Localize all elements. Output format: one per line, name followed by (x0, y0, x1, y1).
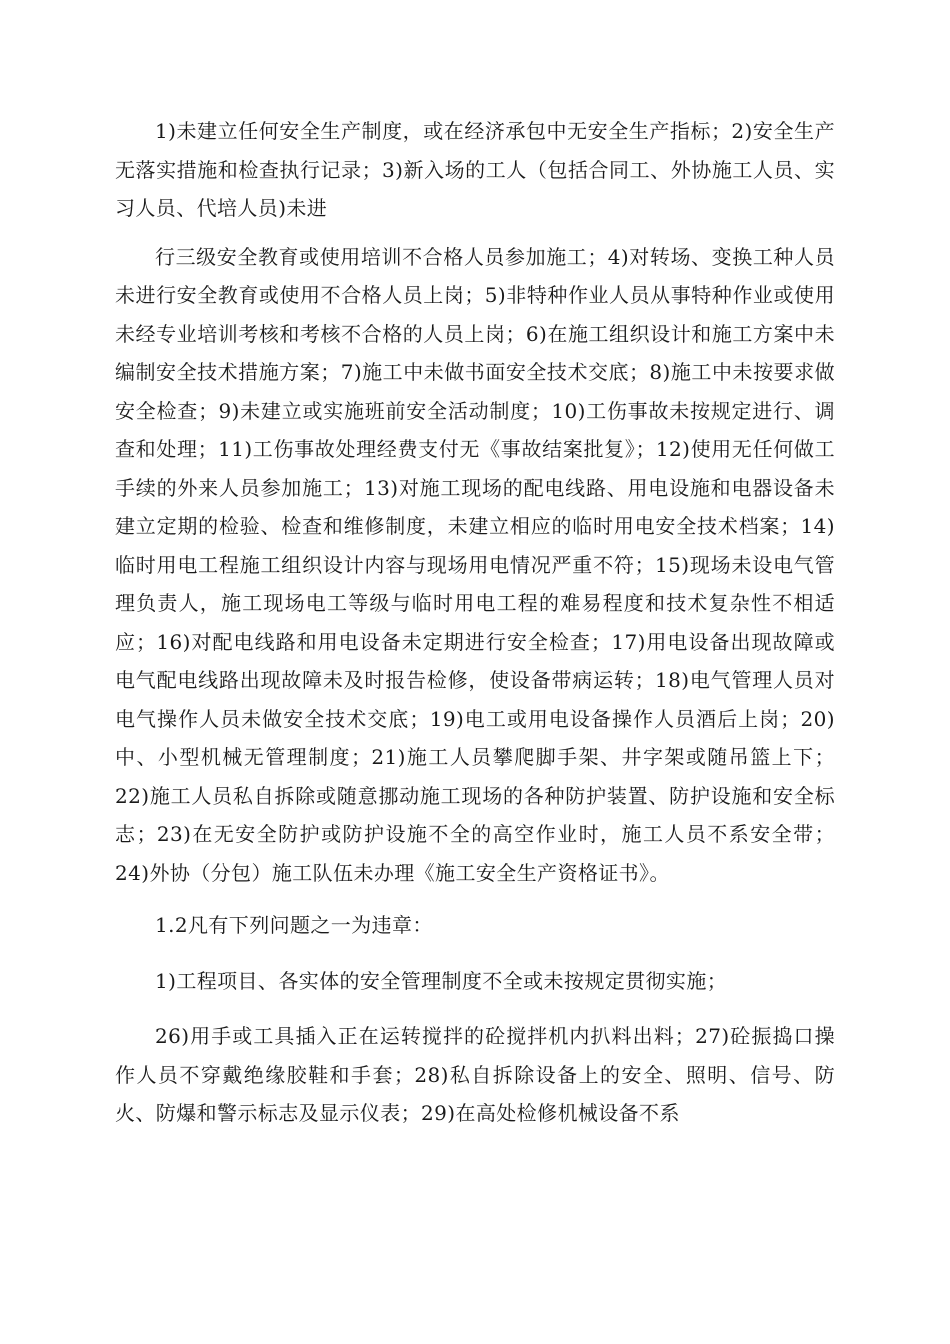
paragraph-management-rules: 1)工程项目、各实体的安全管理制度不全或未按规定贯彻实施； (155, 968, 728, 993)
paragraph-violations-continued: 26)用手或工具插入正在运转搅拌的砼搅拌机内扒料出料；27)砼振捣口操作人员不穿戴绝缘胶鞋和手套；28)私自拆除设备上的安全、照明、信号、防火、防爆和警示标志及显示仪表；29)在高处检修机械设备不系 (115, 1024, 835, 1125)
paragraph-violations-part2: 行三级安全教育或使用培训不合格人员参加施工；4)对转场、变换工种人员未进行安全教育或使用不合格人员上岗；5)非特种作业人员从事特种作业或使用未经专业培训考核和考核不合格的人员上岗；6)在施工组织设计和施工方案中未编制安全技术措施方案；7)施工中未做书面安全技术交底；8)施工中未按要求做安全检查；9)未建立或实施班前安全活动制度；10)工伤事故未按规定进行、调查和处理；11)工伤事故处理经费支付无《事故结案批复》；12)使用无任何做工手续的外来人员参加施工；13)对施工现场的配电线路、用电设施和电器设备未建立定期的检验、检查和维修制度，未建立相应的临时用电安全技术档案；14)临时用电工程施工组织设计内容与现场用电情况严重不符；15)现场未设电气管理负责人，施工现场电工等级与临时用电工程的难易程度和技术复杂性不相适应；16)对配电线路和用电设备未定期进行安全检查；17)用电设备出现故障或电气配电线路出现故障未及时报告检修，使设备带病运转；18)电气管理人员对电气操作人员未做安全技术交底；19)电工或用电设备操作人员酒后上岗；20)中、小型机械无管理制度；21)施工人员攀爬脚手架、井字架或随吊篮上下；22)施工人员私自拆除或随意挪动施工现场的各种防护装置、防护设施和安全标志；23)在无安全防护或防护设施不全的高空作业时，施工人员不系安全带；24)外协（分包）施工队伍未办理《施工安全生产资格证书》。 (115, 244, 835, 885)
section-heading-1-2: 1.2凡有下列问题之一为违章： (155, 913, 433, 937)
document-page (115, 112, 835, 1133)
paragraph-violations-part1: 1)未建立任何安全生产制度，或在经济承包中无安全生产指标；2)安全生产无落实措施和检查执行记录；3)新入场的工人（包括合同工、外协施工人员、实习人员、代培人员)未进 (115, 119, 835, 220)
